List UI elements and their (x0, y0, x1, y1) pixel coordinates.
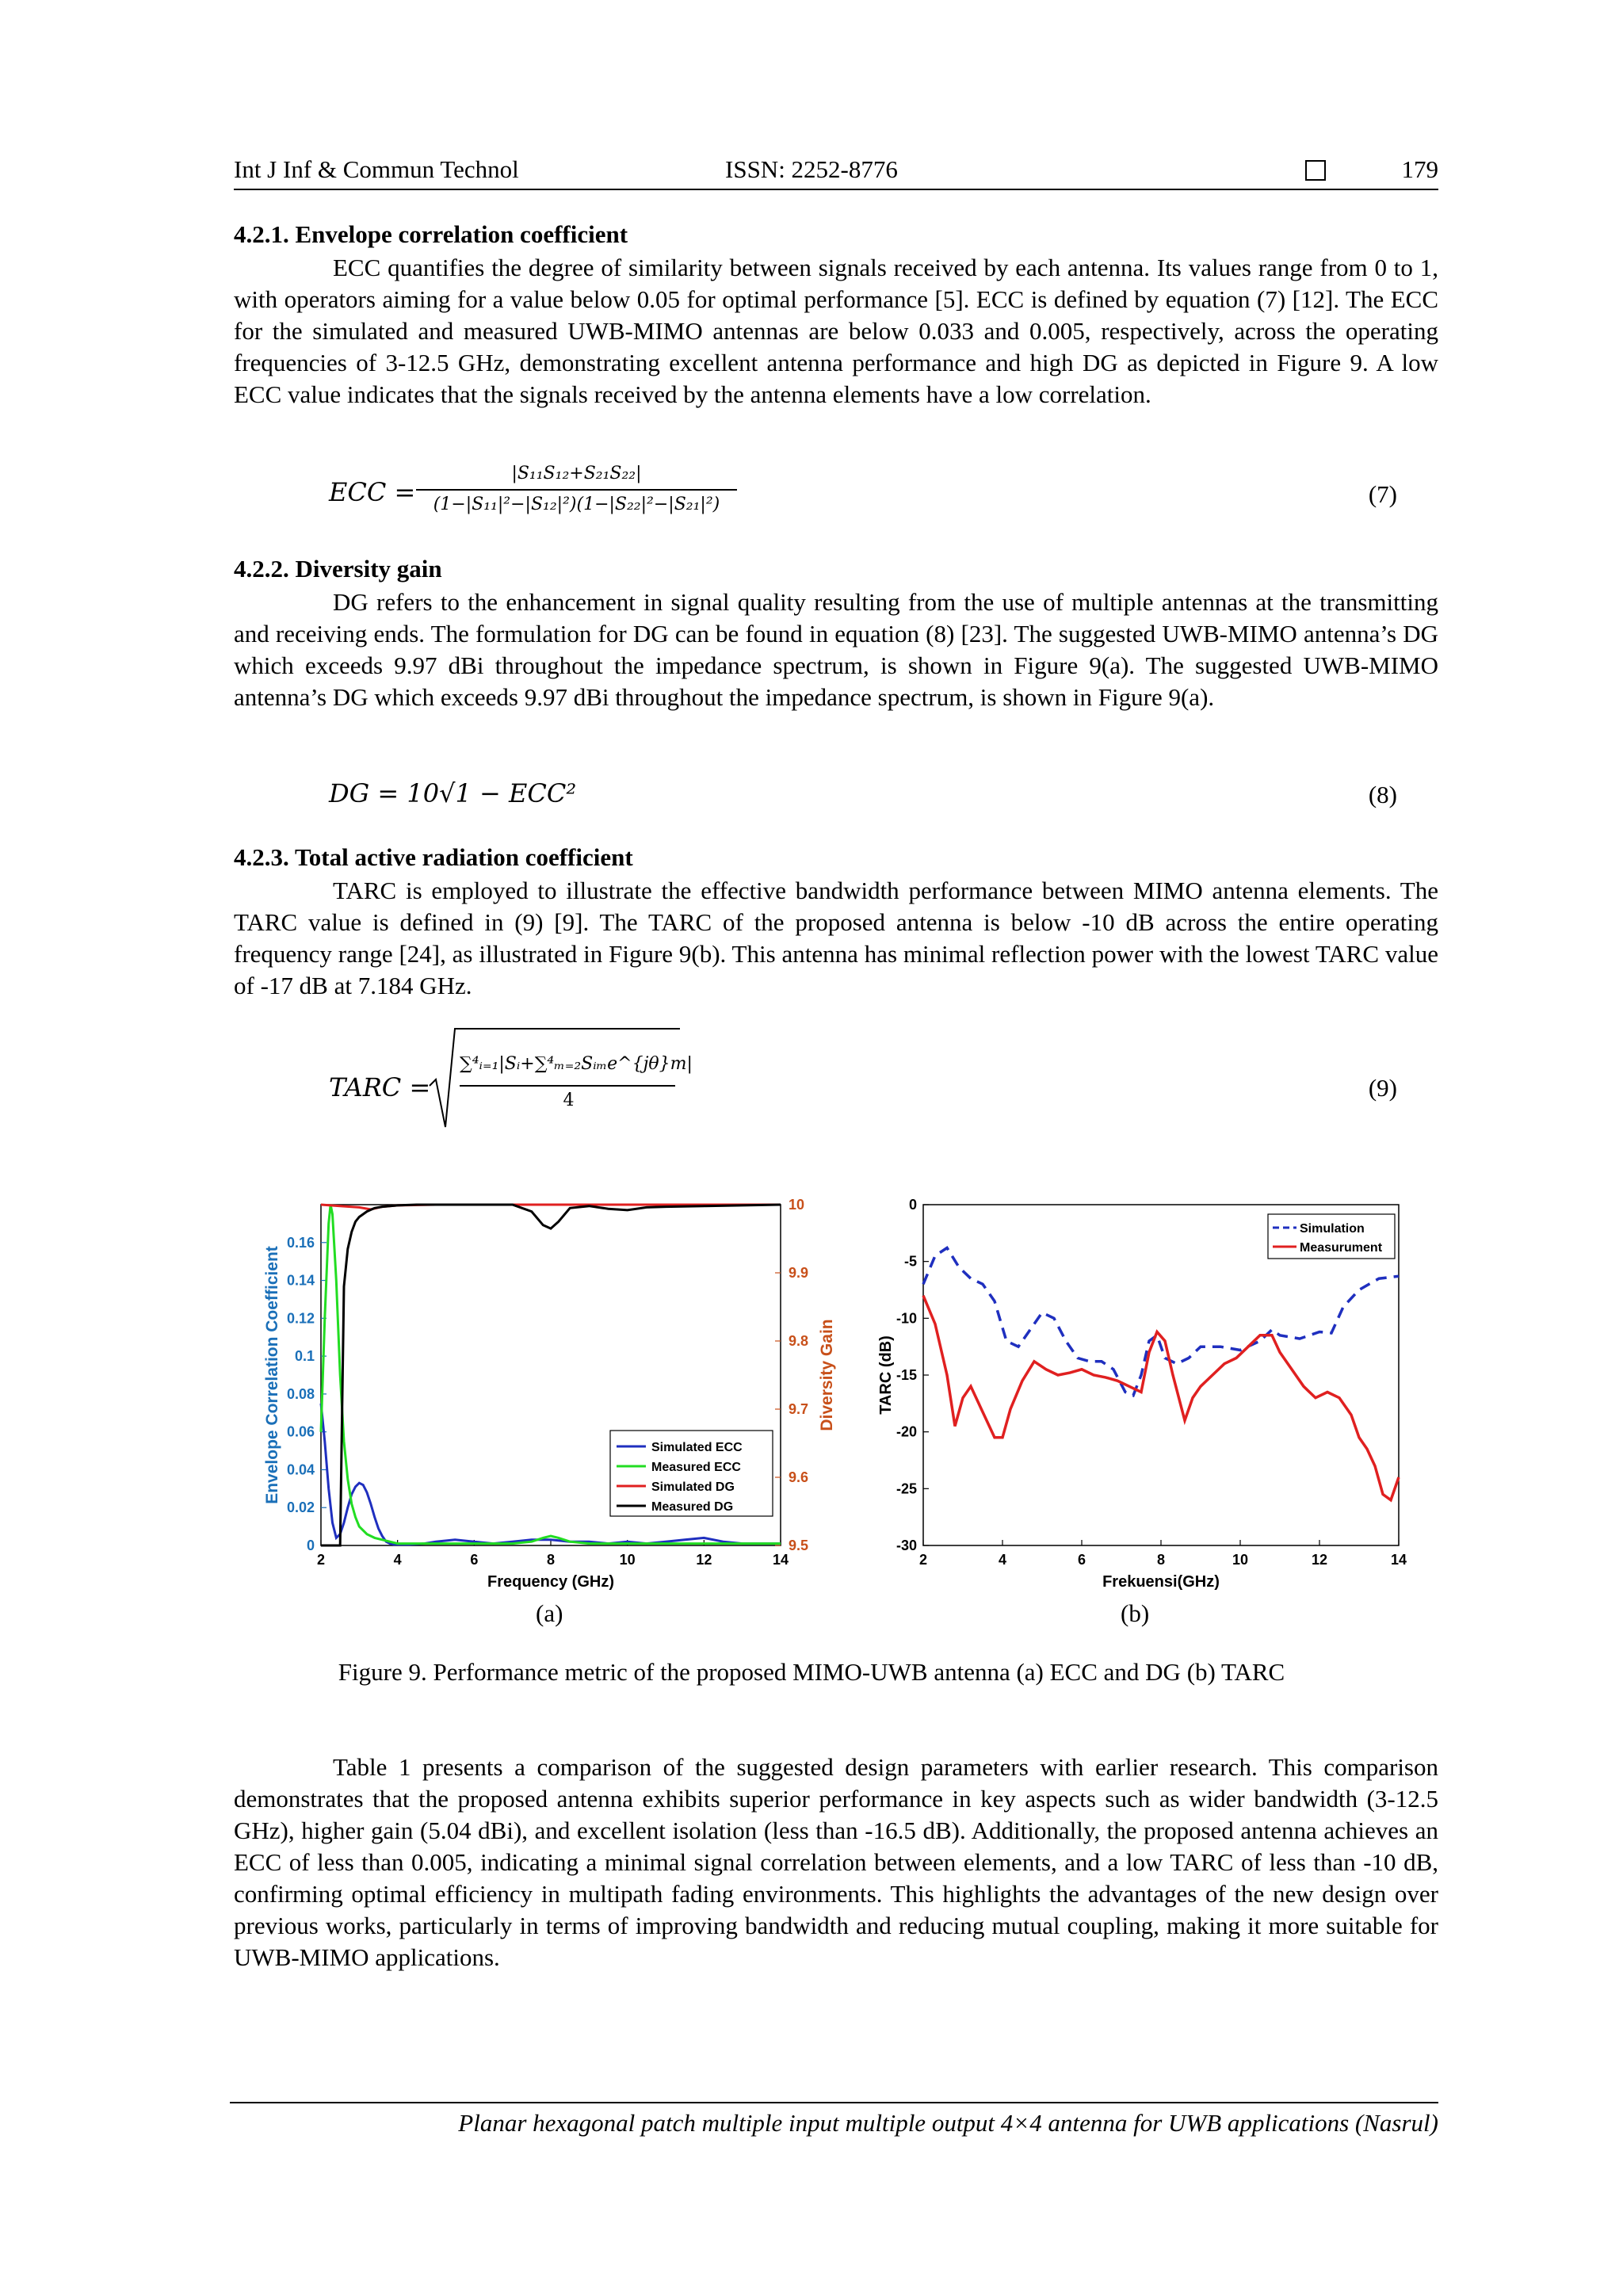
x-tick-label: 2 (918, 1552, 928, 1568)
eq7-number: (7) (1368, 480, 1397, 508)
y2-tick-label: 10 (789, 1197, 805, 1213)
series-measurement (923, 1296, 1399, 1500)
eq8-number: (8) (1368, 781, 1397, 808)
running-footer: Planar hexagonal patch multiple input multiple output 4×4 antenna for UWB applications (Nasrul) (458, 2109, 1438, 2137)
x-tick-label: 8 (546, 1552, 556, 1568)
y-tick-label: -30 (896, 1538, 917, 1553)
paragraph-table-intro: Table 1 presents a comparison of the suggested design parameters with earlier research. This comparison demonstrates that the proposed antenna exhibits superior performance in key aspects such as wider bandwidth (3-12.5 GHz), higher gain (5.04 dBi), and excellent isolation (less than -16.5 dB). Additionally, the proposed antenna achieves an ECC of less than 0.005, indicating a minimal signal correlation between elements, and a low TARC of less than -10 dB, confirming optimal efficiency in multipath fading environments. This highlights the advantages of the new design over previous works, particularly in terms of improving bandwidth and reducing mutual coupling, making it more suitable for UWB-MIMO applications. (234, 1753, 1438, 1971)
y2-tick-label: 9.5 (789, 1538, 809, 1553)
section-heading-tarc: 4.2.3. Total active radiation coefficient (234, 843, 633, 871)
y-tick-label: 0.08 (286, 1385, 315, 1402)
y2-axis-label: Diversity Gain (818, 1319, 836, 1431)
x-tick-label: 12 (696, 1552, 712, 1568)
eq7-lhs: ECC = (329, 477, 416, 507)
section-heading-ecc: 4.2.1. Envelope correlation coefficient (234, 220, 628, 248)
x-tick-label: 4 (393, 1552, 402, 1568)
y2-tick-label: 9.7 (789, 1401, 809, 1417)
eq9-number: (9) (1368, 1074, 1397, 1102)
y-tick-label: -20 (896, 1423, 917, 1440)
eq9-denominator: 4 (563, 1091, 575, 1110)
eq7-denominator: (1−|S₁₁|²−|S₁₂|²)(1−|S₂₂|²−|S₂₁|²) (433, 495, 720, 514)
legend-label: Measurument (1300, 1241, 1383, 1255)
y-tick-label: 0.04 (286, 1461, 315, 1478)
figure-caption: Figure 9. Performance metric of the proposed MIMO-UWB antenna (a) ECC and DG (b) TARC (338, 1658, 1285, 1686)
legend-label: Measured ECC (651, 1461, 741, 1474)
square-icon (1305, 160, 1326, 181)
y-tick-label: 0 (306, 1538, 315, 1553)
y-tick-label: -25 (896, 1480, 917, 1497)
legend-label: Simulation (1300, 1222, 1365, 1236)
eq9-lhs: TARC = (329, 1072, 431, 1102)
y-axis-label: TARC (dB) (877, 1335, 895, 1415)
issn: ISSN: 2252-8776 (725, 155, 898, 183)
footer-rule (230, 2102, 1438, 2103)
y-tick-label: 0.16 (286, 1234, 315, 1251)
x-tick-label: 10 (1232, 1552, 1249, 1568)
eq7-fraction-bar (416, 489, 737, 491)
paragraph-tarc: TARC is employed to illustrate the effective bandwidth performance between MIMO antenna elements. The TARC value is defined in (9) [9]. The TARC of the proposed antenna is below -10 dB across the entire operating frequency range [24], as illustrated in Figure 9(b). This antenna has minimal reflection power with the lowest TARC value of -17 dB at 7.184 GHz. (234, 877, 1438, 999)
y-tick-label: -5 (903, 1253, 917, 1270)
eq8: DG = 10√1 − ECC² (329, 778, 577, 808)
y2-tick-label: 9.6 (789, 1469, 809, 1485)
page-number: 179 (1401, 155, 1438, 183)
x-axis-label: Frequency (GHz) (487, 1573, 615, 1591)
legend-label: Simulated DG (651, 1480, 735, 1494)
x-axis-label: Frekuensi(GHz) (1102, 1573, 1220, 1591)
y2-tick-label: 9.9 (789, 1265, 809, 1281)
y-tick-label: 0.12 (286, 1310, 315, 1327)
x-tick-label: 10 (619, 1552, 636, 1568)
y-tick-label: -10 (896, 1310, 917, 1327)
panel-label-a: (a) (536, 1599, 563, 1627)
chart-tarc (872, 1181, 1426, 1593)
y-tick-label: 0.02 (286, 1499, 315, 1516)
legend-label: Measured DG (651, 1500, 734, 1514)
legend-label: Simulated ECC (651, 1441, 743, 1454)
header-rule (234, 189, 1438, 190)
x-tick-label: 14 (772, 1552, 789, 1568)
x-tick-label: 12 (1311, 1552, 1328, 1568)
y-tick-label: 0.1 (294, 1348, 315, 1365)
x-tick-label: 6 (470, 1552, 479, 1568)
journal-name: Int J Inf & Commun Technol (234, 155, 519, 183)
panel-label-b: (b) (1121, 1599, 1150, 1627)
series-simulation (923, 1248, 1399, 1396)
x-tick-label: 6 (1077, 1552, 1086, 1568)
y2-tick-label: 9.8 (789, 1333, 809, 1349)
x-tick-label: 14 (1390, 1552, 1407, 1568)
y-tick-label: -15 (896, 1367, 917, 1383)
x-tick-label: 8 (1156, 1552, 1166, 1568)
paragraph-ecc: ECC quantifies the degree of similarity between signals received by each antenna. Its values range from 0 to 1, with operators aiming for a value below 0.05 for optimal performance [5]. ECC is defined by equation (7) [12]. The ECC for the simulated and measured UWB-MIMO antennas are below 0.033 and 0.005, respectively, across the operating frequencies of 3-12.5 GHz, demonstrating excellent antenna performance and high DG as depicted in Figure 9. A low ECC value indicates that the signals received by the antenna elements have a low correlation. (234, 254, 1438, 408)
x-tick-label: 4 (998, 1552, 1007, 1568)
y-axis-label: Envelope Correlation Coefficient (263, 1246, 281, 1504)
eq9-numerator: ∑⁴ᵢ₌₁|Sᵢ+∑⁴ₘ₌₂Sᵢₘe^{jθ}m| (460, 1054, 693, 1074)
section-heading-dg: 4.2.2. Diversity gain (234, 555, 442, 583)
eq7-numerator: |S₁₁S₁₂+S₂₁S₂₂| (511, 464, 642, 483)
y-tick-label: 0.06 (286, 1423, 315, 1440)
eq9-radical (428, 1022, 693, 1133)
chart-ecc-dg (254, 1181, 856, 1593)
y-tick-label: 0 (908, 1197, 917, 1213)
x-tick-label: 2 (316, 1552, 326, 1568)
y-tick-label: 0.14 (286, 1272, 315, 1289)
running-header (234, 155, 1438, 190)
paragraph-dg: DG refers to the enhancement in signal quality resulting from the use of multiple antennas at the transmitting and receiving ends. The formulation for DG can be found in equation (8) [23]. The suggested UWB-MIMO antenna’s DG which exceeds 9.97 dBi throughout the impedance spectrum, is shown in Figure 9(a). The suggested UWB-MIMO antenna’s DG which exceeds 9.97 dBi throughout the impedance spectrum, is shown in Figure 9(a). (234, 588, 1438, 711)
